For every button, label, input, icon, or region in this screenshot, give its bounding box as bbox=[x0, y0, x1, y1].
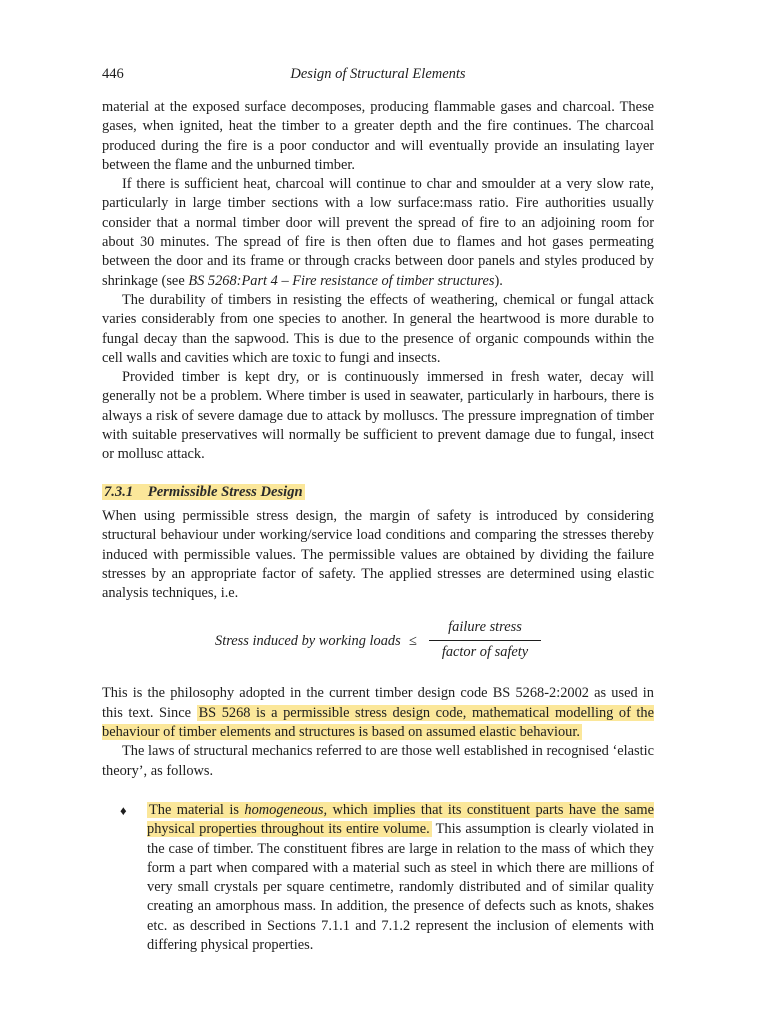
page-body bbox=[102, 98, 654, 955]
paragraph-fire-spread-end: ). bbox=[494, 272, 503, 289]
paragraph-philosophy bbox=[102, 684, 654, 742]
bs5268-part4-reference: BS 5268:Part 4 – Fire resistance of timber structures bbox=[188, 272, 495, 289]
paragraph-decay: Provided timber is kept dry, or is continuously immersed in fresh water, decay will generally not be a problem. Where timber is used in seawater, particularly in harbours, there is always a risk of severe damage due to attack by molluscs. The pressure impregnation of timber with suitable preservatives will normally be sufficient to prevent damage due to fungal, insect or mollusc attack. bbox=[102, 369, 654, 463]
paragraph-fire-spread bbox=[102, 175, 654, 291]
homogeneous-definition: which implies that its constituent parts have the same physical properties throughout its entire volume. bbox=[147, 801, 654, 838]
less-than-or-equal-symbol: ≤ bbox=[409, 633, 417, 650]
highlighted-elastic-behaviour: BS 5268 is a permissible stress design code, mathematical modelling of the behaviour of timber elements and structures is based on assumed elastic behaviour. bbox=[102, 704, 655, 741]
section-title: Permissible Stress Design bbox=[147, 483, 303, 500]
paragraph-philosophy-text: This is the philosophy adopted in the current timber design code BS 5268-2:2002 as used in this text. Since bbox=[102, 685, 654, 721]
design-inequality bbox=[102, 618, 654, 664]
formula-numerator: failure stress bbox=[429, 618, 541, 640]
page-header bbox=[102, 66, 654, 86]
section-heading bbox=[102, 483, 654, 502]
assumption-list bbox=[102, 801, 654, 955]
paragraph-fire-spread-text: If there is sufficient heat, charcoal will continue to char and smoulder at a very slow rate, particularly in large timber sections with a low surface:mass ratio. Fire authorities usually consider that a normal timber door will prevent the spread of fire to an adjoining room for about 30 minutes. The spread of fire is then often due to flames and hot gases permeating between the door and its frame or through cracks between door panels and styles produced by shrinkage (see bbox=[102, 176, 654, 289]
running-head: Design of Structural Elements bbox=[290, 66, 466, 82]
paragraph-fire-charcoal: material at the exposed surface decomposes, producing flammable gases and charcoal. These gases, when ignited, heat the timber to a greater depth and the fire continues. The charcoal produced during the fire is a poor conductor and will eventually provide an insulating layer between the flame and the unburned timber. bbox=[102, 99, 654, 173]
paragraph-durability: The durability of timbers in resisting the effects of weathering, chemical or fungal attack varies considerably from one species to another. In general the heartwood is more durable to fungal decay than the sapwood. This is due to the presence of organic compounds within the cell walls and cavities which are toxic to fungi and insects. bbox=[102, 291, 654, 366]
paragraph-elastic-theory: The laws of structural mechanics referred to are those well established in recognised ‘elastic theory’, as follows. bbox=[102, 743, 654, 779]
homogeneous-lead: The material is bbox=[149, 801, 245, 818]
formula-lhs: Stress induced by working loads bbox=[215, 633, 401, 650]
page-number: 446 bbox=[102, 66, 124, 82]
formula-fraction bbox=[429, 618, 541, 662]
list-item-homogeneous bbox=[102, 801, 654, 955]
section-number: 7.3.1 bbox=[104, 483, 134, 500]
homogeneous-explanation: This assumption is clearly violated in the case of timber. The constituent fibres are large in relation to the mass of which they form a part when compared with a material such as steel in which there are millions of very small crystals per square centimetre, randomly distributed and of similar quality creating an amorphous mass. In addition, the presence of defects such as knots, shakes etc. as described in Sections 7.1.1 and 7.1.2 represent the inclusion of elements with differing physical properties. bbox=[147, 821, 654, 953]
diamond-bullet-icon: ♦ bbox=[120, 802, 127, 818]
section-heading-highlight bbox=[102, 484, 305, 500]
formula-denominator: factor of safety bbox=[441, 643, 529, 660]
paragraph-permissible-stress: When using permissible stress design, the margin of safety is introduced by considering structural behaviour under working/service load conditions and comparing the stresses thereby induced with permissible values. The permissible values are obtained by dividing the failure stresses by an appropriate factor of safety. The applied stresses are determined using elastic analysis techniques, i.e. bbox=[102, 507, 654, 602]
homogeneous-term: homogeneous, bbox=[244, 801, 328, 818]
